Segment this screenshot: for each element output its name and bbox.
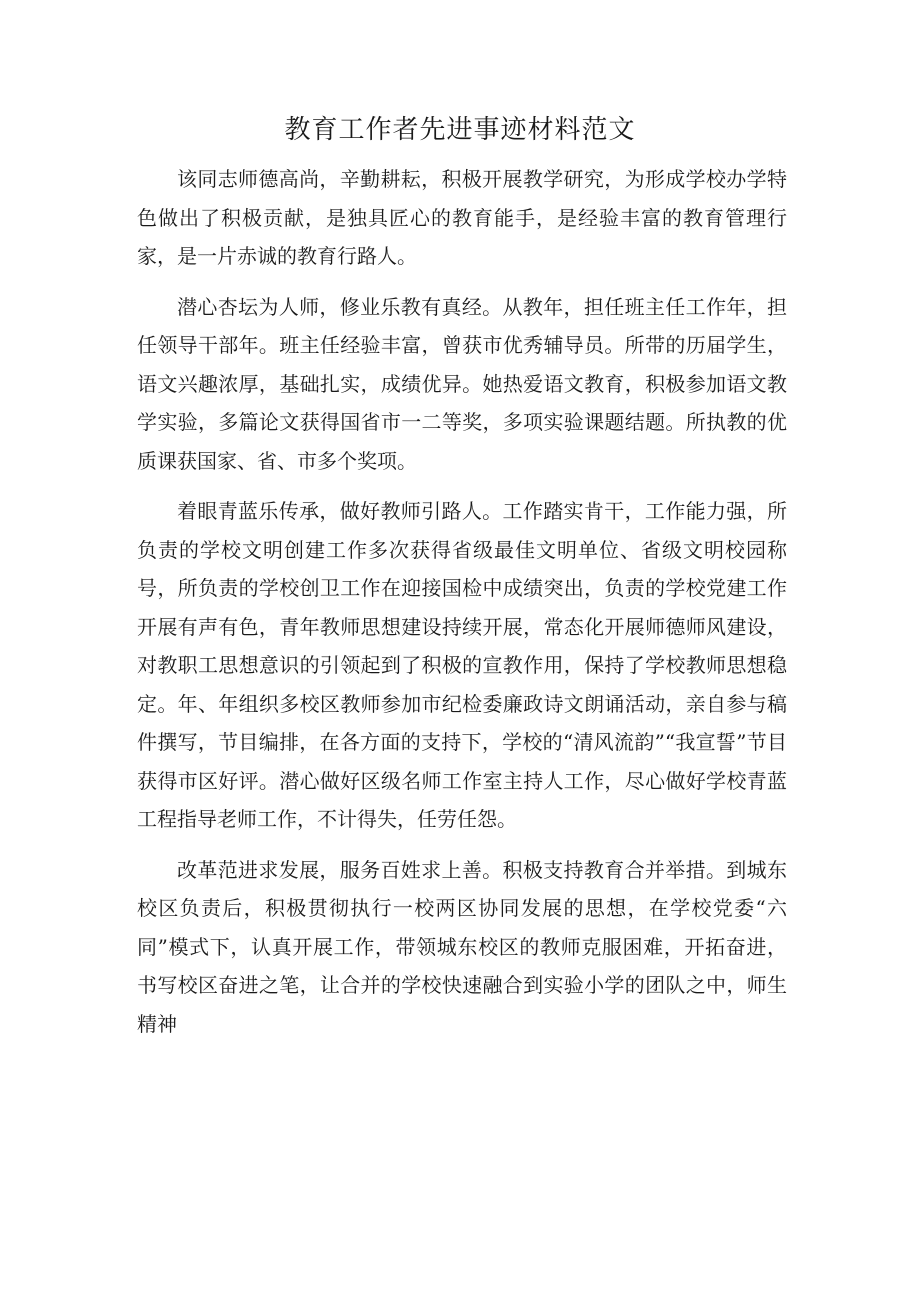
paragraph-4: 改革范进求发展，服务百姓求上善。积极支持教育合并举措。到城东校区负责后，积极贯彻执行一校两区协同发展的思想，在学校党委“六同”模式下，认真开展工作，带领城东校区的教师克服困难，开拓奋进，书写校区奋进之笔，让合并的学校快速融合到实验小学的团队之中，师生精神 — [137, 857, 787, 1036]
document-title: 教育工作者先进事迹材料范文 — [284, 115, 636, 145]
document-body — [137, 160, 787, 1055]
paragraph-1: 该同志师德高尚，辛勤耕耘，积极开展教学研究，为形成学校办学特色做出了积极贡献，是独具匠心的教育能手，是经验丰富的教育管理行家，是一片赤诚的教育行路人。 — [137, 167, 787, 268]
paragraph-2: 潜心杏坛为人师，修业乐教有真经。从教年，担任班主任工作年，担任领导干部年。班主任经验丰富，曾获市优秀辅导员。所带的历届学生，语文兴趣浓厚，基础扎实，成绩优异。她热爱语文教育，积极参加语文教学实验，多篇论文获得国省市一二等奖，多项实验课题结题。所执教的优质课获国家、省、市多个奖项。 — [137, 294, 787, 473]
paragraph-3: 着眼青蓝乐传承，做好教师引路人。工作踏实肯干，工作能力强，所负责的学校文明创建工作多次获得省级最佳文明单位、省级文明校园称号，所负责的学校创卫工作在迎接国检中成绩突出，负责的学校党建工作开展有声有色，青年教师思想建设持续开展，常态化开展师德师风建设，对教职工思想意识的引领起到了积极的宣教作用，保持了学校教师思想稳定。年、年组织多校区教师参加市纪检委廉政诗文朗诵活动，亲自参与稿件撰写，节目编排，在各方面的支持下，学校的“清风流韵”“我宣誓”节目获得市区好评。潜心做好区级名师工作室主持人工作，尽心做好学校青蓝工程指导老师工作，不计得失，任劳任怨。 — [137, 499, 787, 831]
